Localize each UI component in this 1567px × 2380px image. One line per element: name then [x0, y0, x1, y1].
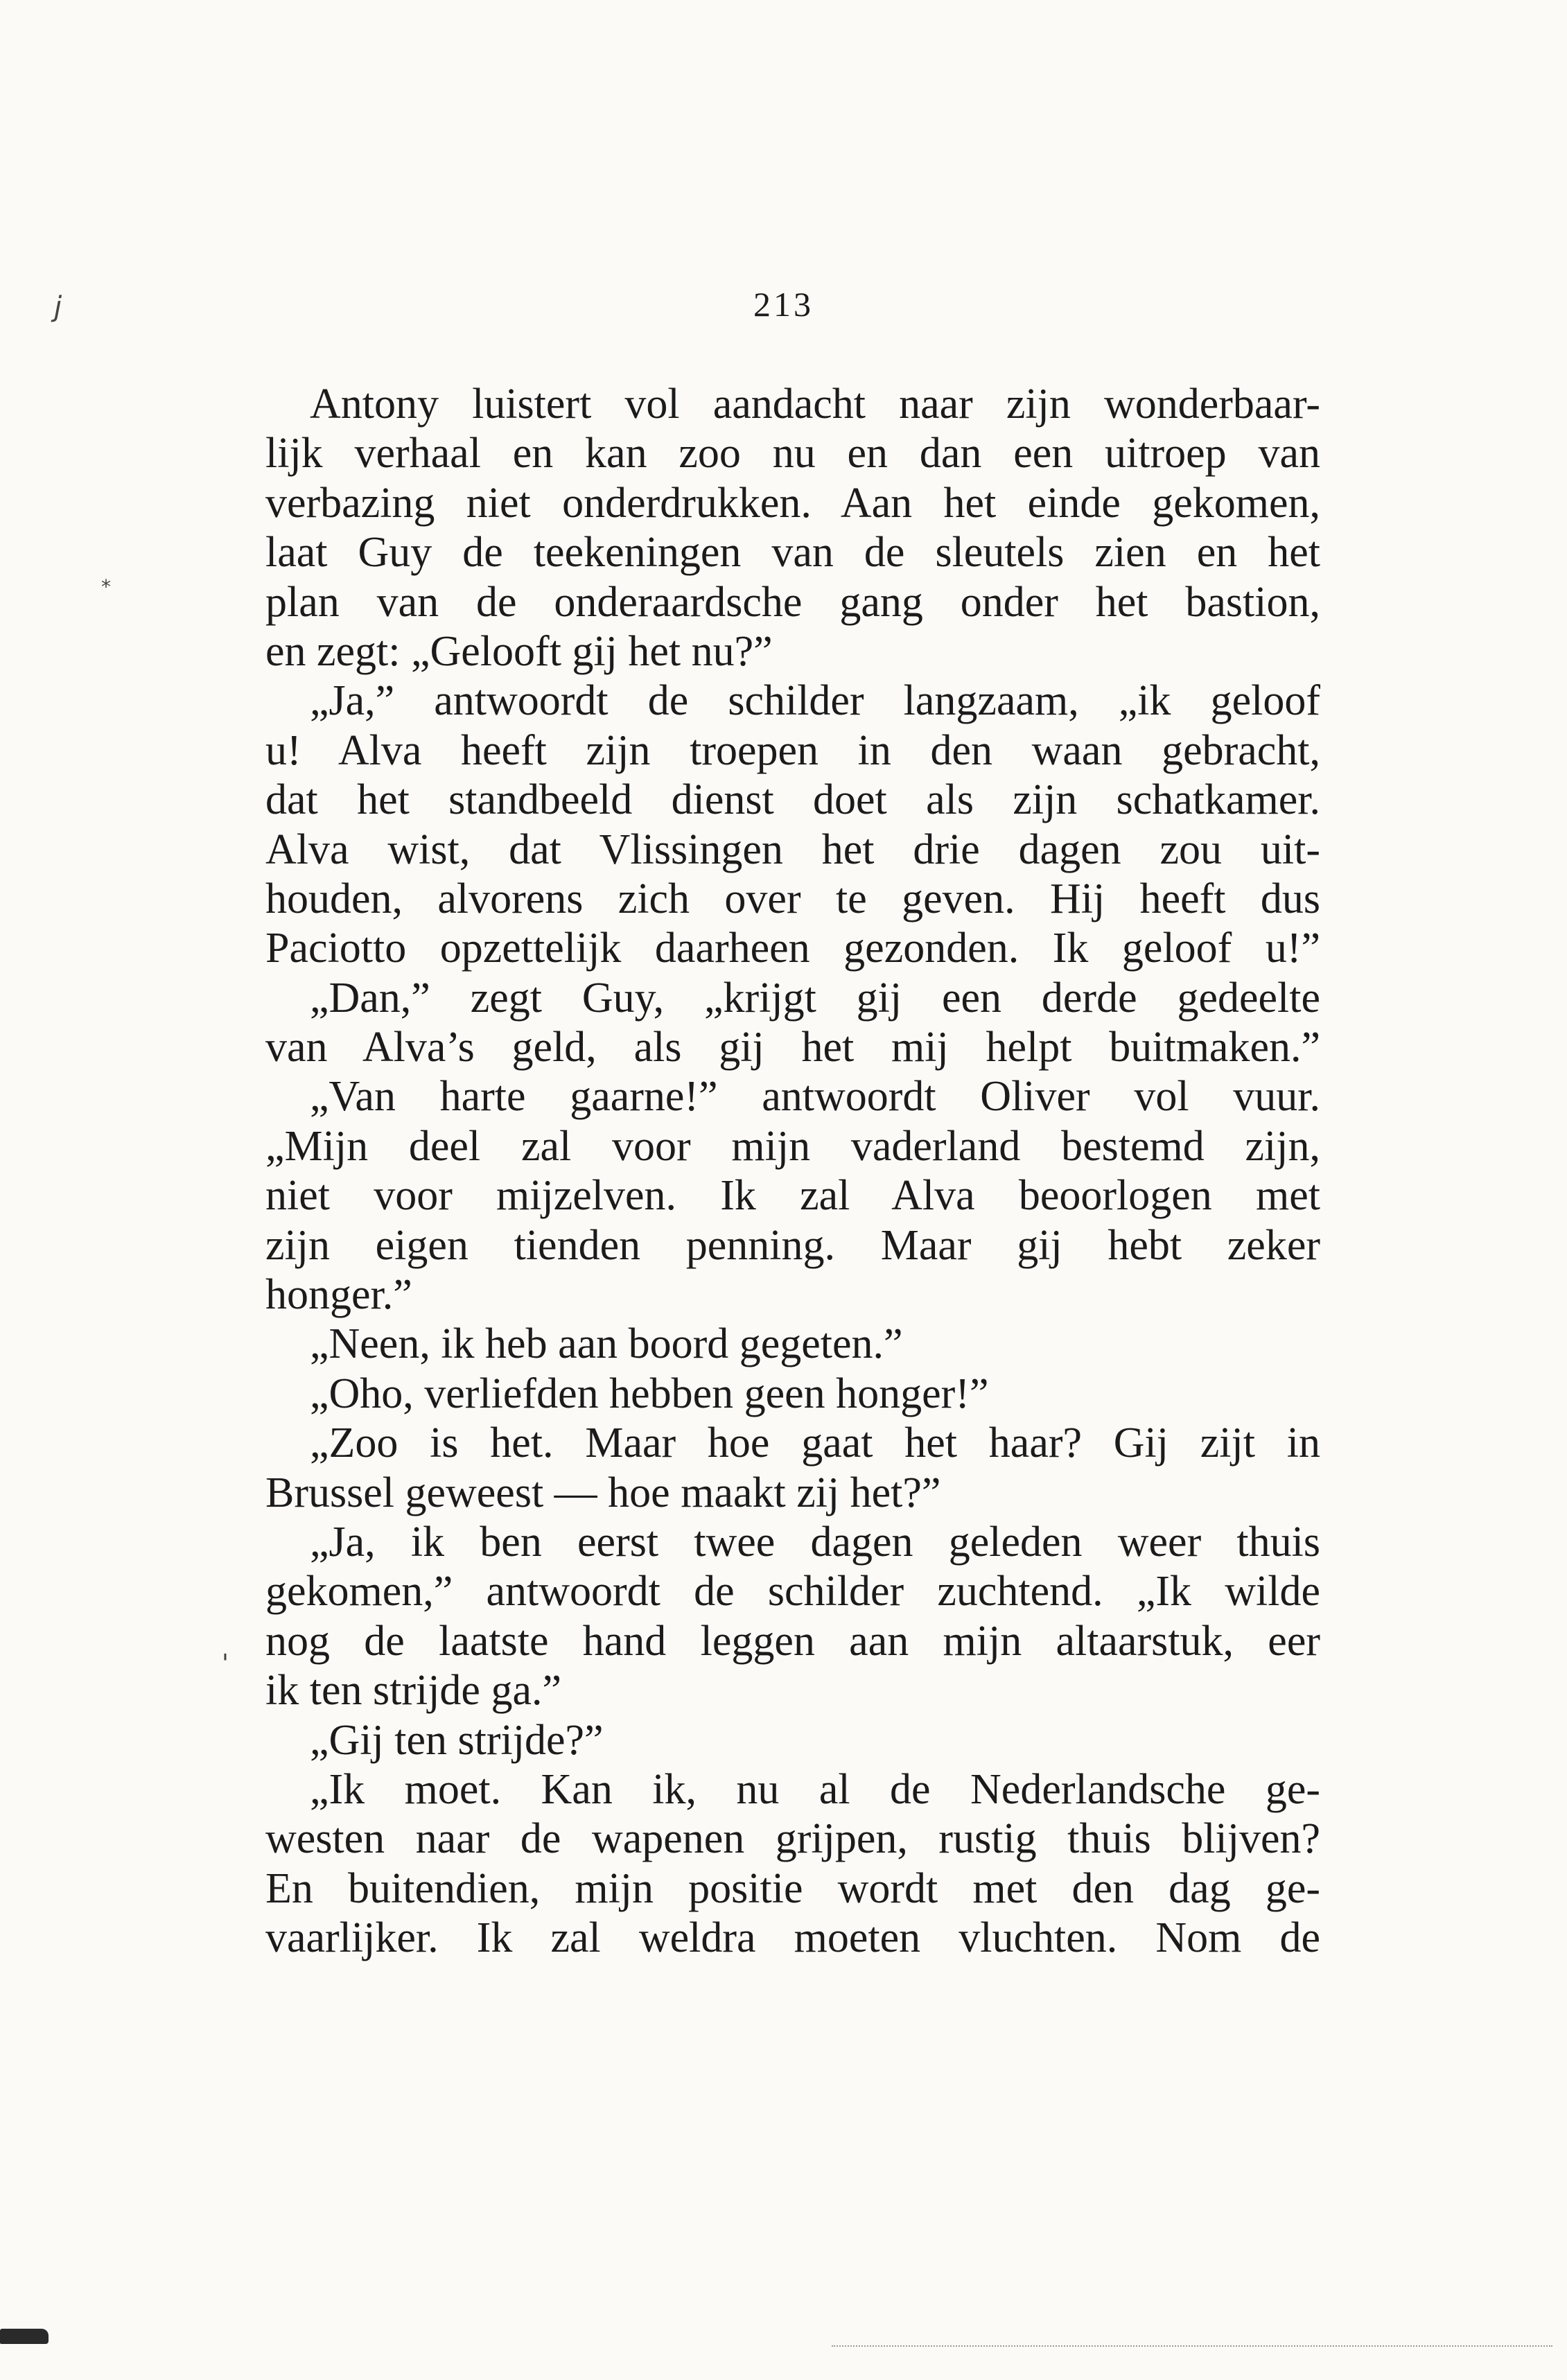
text-line: „Ik moet. Kan ik, nu al de Nederlandsche ge-	[310, 1765, 1320, 1813]
text-line: „Neen, ik heb aan boord gegeten.”	[310, 1320, 903, 1368]
scan-edge	[0, 2329, 1567, 2350]
text-line: Brussel geweest — hoe maakt zij het?”	[265, 1469, 941, 1516]
margin-mark: '	[222, 1650, 229, 1678]
text-line: niet voor mijzelven. Ik zal Alva beoorlogen met	[265, 1172, 1320, 1220]
text-line: vaarlijker. Ik zal weldra moeten vluchten. Nom de	[265, 1914, 1320, 1962]
text-line: ik ten strijde ga.”	[265, 1667, 561, 1715]
body-text	[265, 380, 1320, 1963]
text-line: honger.”	[265, 1271, 412, 1319]
page-number: 213	[753, 285, 814, 324]
text-line: En buitendien, mijn positie wordt met den dag ge-	[265, 1864, 1320, 1912]
text-line: „Zoo is het. Maar hoe gaat het haar? Gij zijt in	[310, 1419, 1320, 1467]
text-line: plan van de onderaardsche gang onder het bastion,	[265, 578, 1320, 626]
ink-blot	[0, 2329, 49, 2344]
text-line: gekomen,” antwoordt de schilder zuchtend. „Ik wilde	[265, 1568, 1320, 1616]
text-line: houden, alvorens zich over te geven. Hij heeft dus	[265, 875, 1320, 922]
text-line: „Gij ten strijde?”	[310, 1716, 604, 1764]
scan-line	[832, 2345, 1552, 2347]
text-line: dat het standbeeld dienst doet als zijn schatkamer.	[265, 776, 1320, 824]
text-line: Antony luistert vol aandacht naar zijn wonderbaar-	[310, 380, 1320, 428]
text-line: laat Guy de teekeningen van de sleutels zien en het	[265, 529, 1320, 577]
text-line: „Oho, verliefden hebben geen honger!”	[310, 1370, 989, 1417]
text-line: Alva wist, dat Vlissingen het drie dagen zou uit-	[265, 825, 1320, 873]
margin-mark: j	[54, 291, 62, 323]
text-line: „Ja,” antwoordt de schilder langzaam, „ik geloof	[310, 677, 1320, 725]
text-line: „Dan,” zegt Guy, „krijgt gij een derde gedeelte	[310, 974, 1320, 1022]
text-line: lijk verhaal en kan zoo nu en dan een uitroep van	[265, 430, 1320, 478]
text-line: verbazing niet onderdrukken. Aan het einde gekomen,	[265, 479, 1320, 527]
text-line: en zegt: „Gelooft gij het nu?”	[265, 627, 773, 675]
text-line: nog de laatste hand leggen aan mijn altaarstuk, eer	[265, 1617, 1320, 1665]
text-line: „Mijn deel zal voor mijn vaderland bestemd zijn,	[265, 1122, 1320, 1170]
text-line: van Alva’s geld, als gij het mij helpt buitmaken.”	[265, 1024, 1320, 1071]
text-line: u! Alva heeft zijn troepen in den waan gebracht,	[265, 726, 1320, 774]
text-line: zijn eigen tienden penning. Maar gij hebt zeker	[265, 1221, 1320, 1269]
text-line: „Ja, ik ben eerst twee dagen geleden weer thuis	[310, 1518, 1320, 1566]
text-line: „Van harte gaarne!” antwoordt Oliver vol vuur.	[310, 1073, 1320, 1121]
margin-mark: *	[101, 575, 111, 598]
text-line: westen naar de wapenen grijpen, rustig thuis blijven?	[265, 1815, 1320, 1863]
text-line: Paciotto opzettelijk daarheen gezonden. Ik geloof u!”	[265, 925, 1320, 972]
